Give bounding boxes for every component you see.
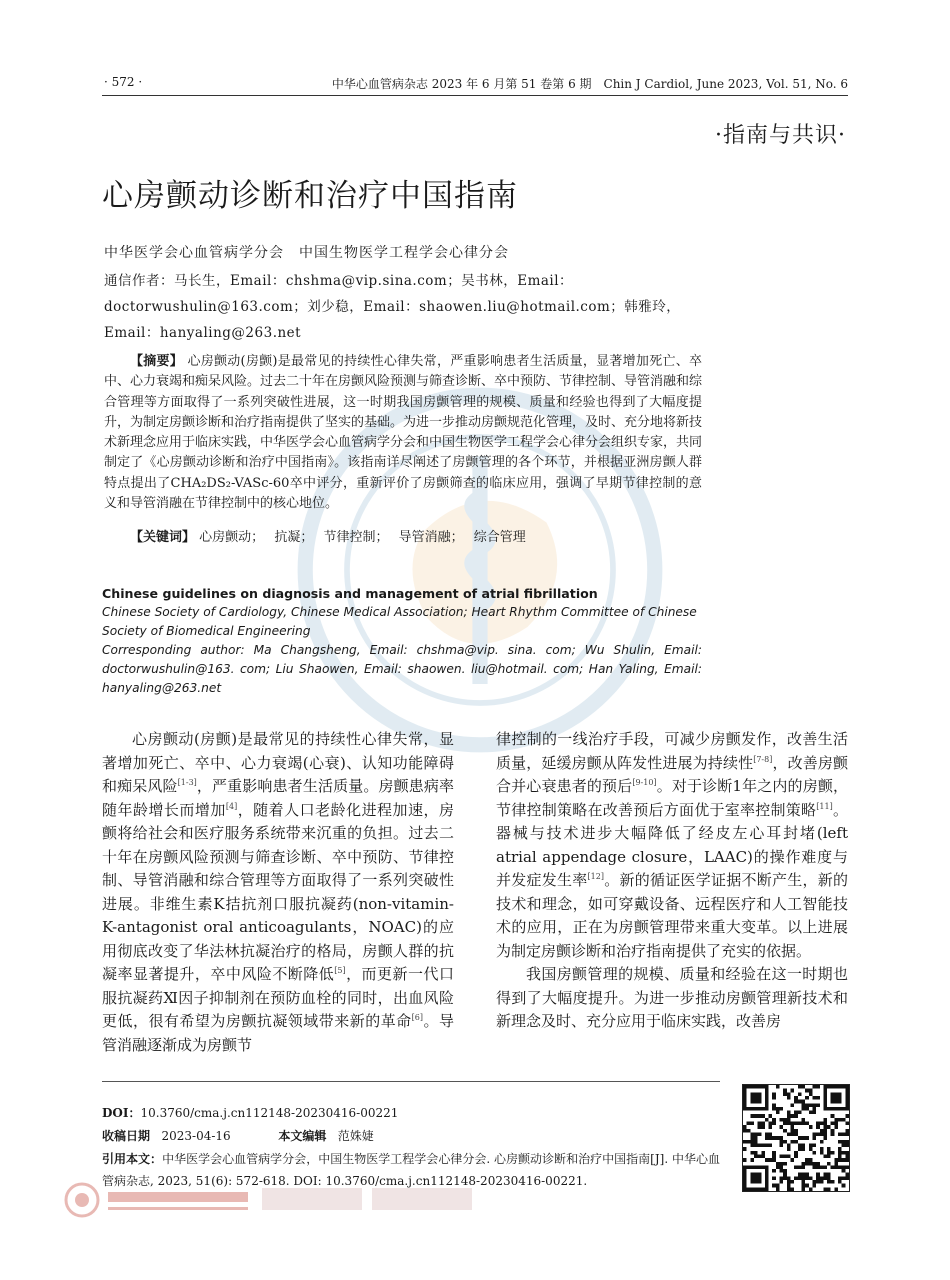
citation-text: 中华医学会心血管病学分会，中国生物医学工程学会心律分会. 心房颤动诊断和治疗中国指南[J]. 中华心血管病杂志, 2023, 51(6): 572-618. DOI: 10.3760/cma.j.cn112148-20230416-00221. [102, 1152, 720, 1188]
english-title: Chinese guidelines on diagnosis and management of atrial fibrillation [102, 586, 598, 601]
footer-divider [102, 1081, 720, 1082]
reference-mark: [4] [225, 801, 238, 811]
keyword-item: 心房颤动； [199, 530, 265, 545]
reference-mark: [7-8] [753, 754, 773, 764]
body-column-left [102, 728, 454, 1057]
body-text: 。器械与技术进步大幅降低了经皮左心耳封堵(left atrial appendage closure，LAAC)的操作难度与并发症发生率 [496, 800, 848, 889]
section-label: ·指南与共识· [715, 123, 846, 148]
english-authors: Chinese Society of Cardiology, Chinese Medical Association; Heart Rhythm Committee of Chinese Society of Biomedical Engineering [102, 605, 697, 638]
abstract [104, 352, 702, 514]
reference-mark: [6] [411, 1013, 424, 1022]
body-text: 律控制的一线治疗手段，可减少房颤发作，改善生活质量，延缓房颤从阵发性进展为持续性 [496, 730, 848, 772]
abstract-label: 【摘要】 [130, 354, 184, 369]
body-text: 。对于诊断1年之内的房颤，节律控制策略在改善预后方面优于室率控制策略 [496, 777, 848, 819]
body-text: ，严重影响患者生活质量。房颤患病率随年龄增长而增加 [102, 777, 454, 819]
body-paragraph [102, 728, 454, 1057]
corresponding-authors: 通信作者：马长生，Email：chshma@vip.sina.com；吴书林，Email：doctorwushulin@163.com；刘少稳，Email：shaowen.liu@hotmail.com；韩雅玲，Email：hanyaling@263.net [104, 273, 681, 341]
english-corresponding: Corresponding author: Ma Changsheng, Email: chshma@vip. sina. com; Wu Shulin, Email: doctorwushulin@163. com; Liu Shaowen, Email: shaowen. liu@hotmail. com; Han Yaling, Email: hanyaling@263.net [102, 643, 702, 695]
keyword-item: 抗凝； [274, 530, 314, 545]
keyword-item: 导管消融； [398, 530, 464, 545]
reference-mark: [11] [816, 801, 833, 811]
page-number: · 572 · [104, 75, 143, 89]
keywords [104, 528, 702, 548]
body-paragraph: 我国房颤管理的规模、质量和经验在这一时期也得到了大幅度提升。为进一步推动房颤管理新技术和新理念及时、充分应用于临床实践，改善房 [496, 965, 848, 1030]
journal-citation-header: 中华心血管病杂志 2023 年 6 月第 51 卷第 6 期 Chin J Cardiol, June 2023, Vol. 51, No. 6 [331, 77, 848, 91]
qr-code[interactable] [742, 1084, 850, 1192]
reference-mark: [1-3] [177, 778, 197, 787]
dates-line [102, 1125, 374, 1147]
body-column-right [496, 728, 848, 1034]
abstract-text: 心房颤动(房颤)是最常见的持续性心律失常，严重影响患者生活质量，显著增加死亡、卒中、心力衰竭和痴呆风险。过去二十年在房颤风险预测与筛查诊断、卒中预防、节律控制、导管消融和综合管理等方面取得了一系列突破性进展，这一时期我国房颤管理的规模、质量和经验也得到了大幅度提升，为制定房颤诊断和治疗指南提供了坚实的基础。为进一步推动房颤规范化管理，及时、充分地将新技术新理念应用于临床实践，中华医学会心血管病学分会和中国生物医学工程学会心律分会组织专家，共同制定了《心房颤动诊断和治疗中国指南》。该指南详尽阐述了房颤管理的各个环节，并根据亚洲房颤人群特点提出了CHA₂DS₂-VASc-60卒中评分，重新评价了房颤筛查的临床应用，强调了早期节律控制的意义和导管消融在节律控制中的核心地位。 [104, 354, 703, 512]
received-date: 2023-04-16 [161, 1129, 231, 1143]
keyword-item: 节律控制； [323, 530, 389, 545]
author-affiliations: 中华医学会心血管病学分会 中国生物医学工程学会心律分会 [104, 245, 509, 261]
publisher-logo [62, 1180, 482, 1220]
doi-label: DOI： [102, 1106, 141, 1120]
body-text: ，而更新一代口服抗凝药Ⅺ因子抑制剂在预防血栓的同时，出血风险更低，很有希望为房颤抗凝领域带来新的革命 [102, 965, 454, 1030]
reference-mark: [5] [334, 966, 346, 975]
keyword-item: 综合管理 [473, 530, 526, 545]
body-text: 心房颤动(房颤)是最常见的持续性心律失常，显著增加死亡、卒中、心力衰竭(心衰)、认知功能障碍和痴呆风险 [102, 730, 454, 795]
editor-name: 范姝婕 [337, 1129, 374, 1143]
doi-value[interactable]: 10.3760/cma.j.cn112148-20230416-00221 [140, 1106, 399, 1120]
editor-label: 本文编辑 [278, 1129, 327, 1143]
received-label: 收稿日期 [102, 1129, 151, 1143]
reference-mark: [12] [587, 872, 604, 881]
body-paragraph [496, 728, 848, 963]
reference-mark: [9-10] [632, 778, 657, 787]
header-divider [102, 95, 848, 96]
body-text: 。新的循证医学证据不断产生，新的技术和理念，如可穿戴设备、远程医疗和人工智能技术的应用，正在为房颤管理带来重大变革。以上进展为制定房颤诊断和治疗指南提供了充实的依据。 [496, 871, 848, 960]
doi-line [102, 1102, 398, 1124]
body-text: 。导管消融逐渐成为房颤节 [102, 1012, 454, 1054]
article-title: 心房颤动诊断和治疗中国指南 [102, 178, 518, 214]
keywords-label: 【关键词】 [130, 530, 196, 545]
citation-label: 引用本文： [102, 1152, 163, 1166]
body-text: ，随着人口老龄化进程加速，房颤将给社会和医疗服务系统带来沉重的负担。过去二十年在房颤风险预测与筛查诊断、卒中预防、节律控制、导管消融和综合管理等方面取得了一系列突破性进展。非维生素K拮抗剂口服抗凝药(non-vitamin-K-antagonist oral anticoagulants，NOAC)的应用彻底改变了华法林抗凝治疗的格局，房颤人群的抗凝率显著提升，卒中风险不断降低 [102, 800, 454, 983]
body-text: ，改善房颤合并心衰患者的预后 [496, 753, 848, 795]
